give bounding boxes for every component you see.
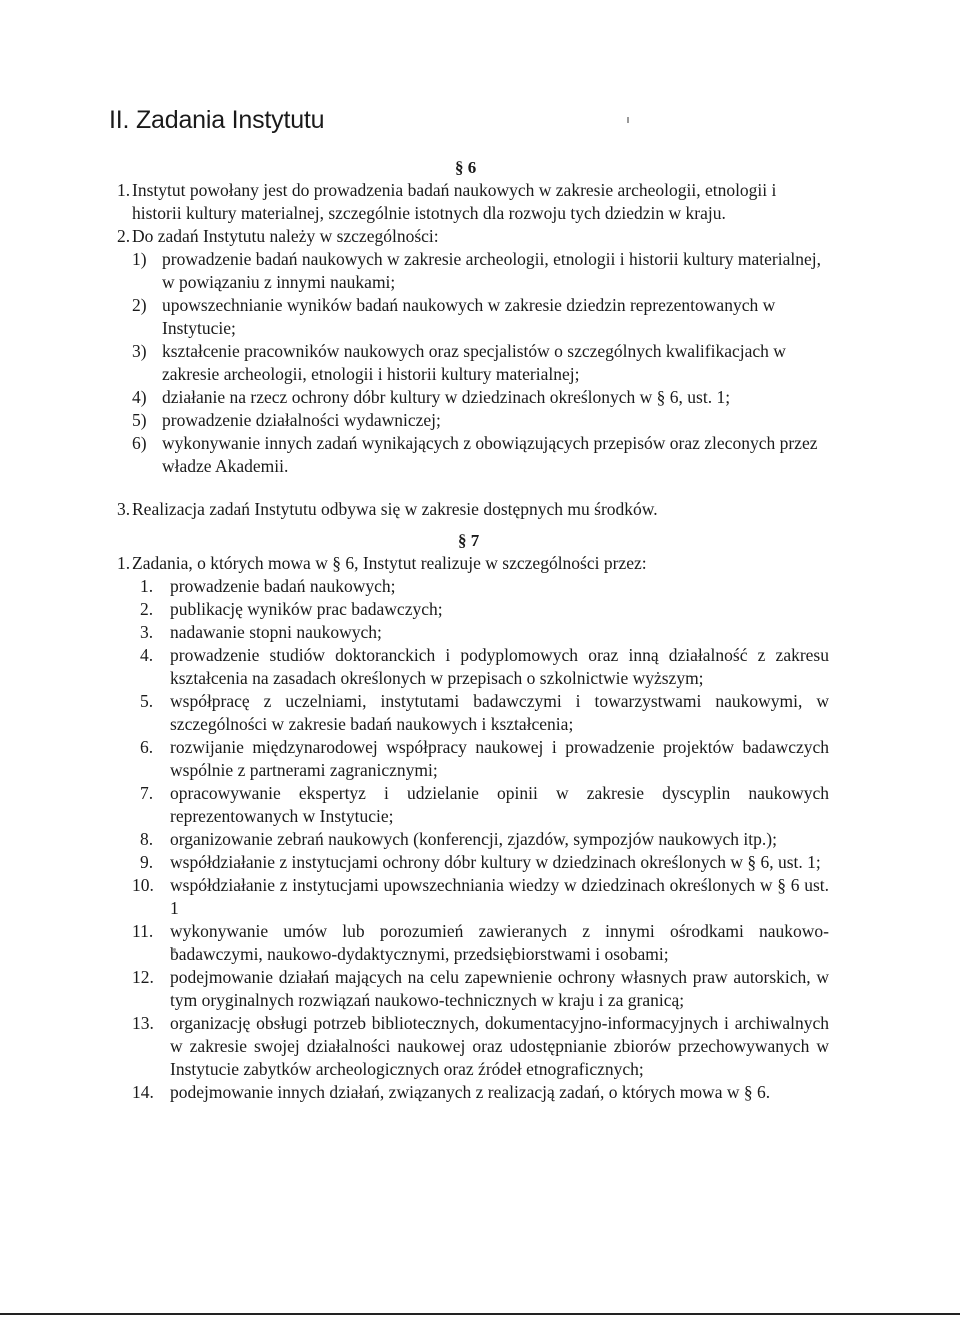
- item-text: prowadzenie działalności wydawniczej;: [162, 410, 441, 430]
- item-text: działanie na rzecz ochrony dóbr kultury w dziedzinach określonych w § 6, ust. 1;: [162, 387, 731, 407]
- item-text: podejmowanie innych działań, związanych z realizacją zadań, o których mowa w § 6.: [170, 1082, 771, 1102]
- item-text: publikację wyników prac badawczych;: [170, 599, 443, 619]
- section-6-task-list: [132, 248, 827, 478]
- list-item: [132, 920, 829, 966]
- item-number: 8.: [140, 829, 154, 849]
- item-text: nadawanie stopni naukowych;: [170, 622, 382, 642]
- item-text: rozwijanie międzynarodowej współpracy naukowej i prowadzenie projektów badawczych wspólnie z partnerami zagranicznymi;: [170, 737, 829, 780]
- item-text: prowadzenie badań naukowych;: [170, 576, 396, 596]
- item-number: 3.: [140, 622, 154, 642]
- section-6-body: [117, 179, 827, 521]
- item-number: 14.: [132, 1082, 154, 1102]
- item-number: 10.: [132, 875, 154, 895]
- list-item: [132, 1081, 829, 1104]
- item-text: kształcenie pracowników naukowych oraz specjalistów o szczególnych kwalifikacjach w zakresie archeologii, etnologii i historii kultury materialnej;: [162, 341, 786, 384]
- item-number: 1): [132, 249, 147, 269]
- list-item: [132, 966, 829, 1012]
- list-item: [140, 598, 829, 621]
- spacer: [117, 478, 827, 498]
- item-text: podejmowanie działań mających na celu zapewnienie ochrony własnych praw autorskich, w tym oryginalnych rozwiązań naukowo-technicznych w kraju i za granicą;: [170, 967, 829, 1010]
- item-number: 5.: [140, 691, 154, 711]
- item-number: 13.: [132, 1013, 154, 1033]
- list-item: [140, 621, 829, 644]
- list-item: [132, 248, 827, 294]
- item-text: wykonywanie umów lub porozumień zawieranych z innymi ośrodkami naukowo-badawczymi, naukowo-dydaktycznymi, przedsiębiorstwami i osobami;: [170, 921, 829, 964]
- list-item: [132, 1012, 829, 1081]
- item-text: organizację obsługi potrzeb bibliotecznych, dokumentacyjno-informacyjnych i archiwalnych w zakresie swojej działalności naukowej oraz udostępnianie zbiorów przechowywanych w Instytucie zabytków archeologicznych oraz źródeł etnograficznych;: [170, 1013, 829, 1079]
- item-number: 4): [132, 387, 147, 407]
- item-number: 12.: [132, 967, 154, 987]
- item-number: 4.: [140, 645, 154, 665]
- item-text: upowszechnianie wyników badań naukowych w zakresie dziedzin reprezentowanych w Instytucie;: [162, 295, 776, 338]
- list-item: [140, 782, 829, 828]
- item-number: 9.: [140, 852, 154, 872]
- paragraph-number: 3.: [117, 499, 131, 519]
- item-number: 5): [132, 410, 147, 430]
- list-item: [132, 294, 827, 340]
- item-text: wykonywanie innych zadań wynikających z obowiązujących przepisów oraz zleconych przez władze Akademii.: [162, 433, 818, 476]
- list-item: [132, 874, 829, 920]
- item-text: współdziałanie z instytucjami upowszechniania wiedzy w dziedzinach określonych w § 6 ust. 1: [170, 875, 829, 918]
- paragraph-text: Realizacja zadań Instytutu odbywa się w zakresie dostępnych mu środków.: [132, 499, 658, 519]
- item-number: 2): [132, 295, 147, 315]
- section-6-paragraph-3: [117, 498, 827, 521]
- section-7-sign: § 7: [458, 531, 480, 550]
- item-text: organizowanie zebrań naukowych (konferencji, zjazdów, sympozjów naukowych itp.);: [170, 829, 777, 849]
- item-text: współdziałanie z instytucjami ochrony dóbr kultury w dziedzinach określonych w § 6, ust. 1;: [170, 852, 821, 872]
- paragraph-number: 2.: [117, 226, 131, 246]
- chapter-heading: II. Zadania Instytutu: [109, 106, 325, 134]
- paragraph-text: Zadania, o których mowa w § 6, Instytut realizuje w szczególności przez:: [132, 553, 647, 573]
- paragraph-text: Instytut powołany jest do prowadzenia badań naukowych w zakresie archeologii, etnologii i historii kultury materialnej, szczególnie istotnych dla rozwoju tych dziedzin w kraju.: [132, 180, 777, 223]
- list-item: [140, 851, 829, 874]
- list-item: [132, 409, 827, 432]
- scan-speck: [627, 117, 629, 123]
- list-item: [140, 690, 829, 736]
- section-7-paragraph-1: [117, 552, 829, 575]
- list-item: [140, 736, 829, 782]
- paragraph-number: 1.: [117, 180, 131, 200]
- scan-edge-line: [0, 1313, 960, 1315]
- item-number: 7.: [140, 783, 154, 803]
- paragraph-number: 1.: [117, 553, 131, 573]
- paragraph-text: Do zadań Instytutu należy w szczególności:: [132, 226, 439, 246]
- list-item: [132, 432, 827, 478]
- section-7-task-list: [132, 575, 829, 1104]
- item-text: prowadzenie badań naukowych w zakresie archeologii, etnologii i historii kultury materialnej, w powiązaniu z innymi naukami;: [162, 249, 821, 292]
- item-number: 11.: [132, 921, 154, 941]
- item-number: 1.: [140, 576, 154, 596]
- item-number: 6.: [140, 737, 154, 757]
- item-number: 6): [132, 433, 147, 453]
- list-item: [140, 575, 829, 598]
- item-text: współpracę z uczelniami, instytutami badawczymi i towarzystwami naukowymi, w szczególności w zakresie badań naukowych i kształcenia;: [170, 691, 829, 734]
- list-item: [132, 340, 827, 386]
- item-text: prowadzenie studiów doktoranckich i podyplomowych oraz inną działalność z zakresu kształcenia na zasadach określonych w przepisach o szkolnictwie wyższym;: [170, 645, 829, 688]
- section-6-paragraph-1: [117, 179, 827, 225]
- item-number: 3): [132, 341, 147, 361]
- list-item: [140, 828, 829, 851]
- section-7-body: [117, 552, 829, 1104]
- list-item: [140, 644, 829, 690]
- list-item: [132, 386, 827, 409]
- section-6-sign: § 6: [455, 158, 477, 177]
- item-text: opracowywanie ekspertyz i udzielanie opinii w zakresie dyscyplin naukowych reprezentowanych w Instytucie;: [170, 783, 829, 826]
- section-6-paragraph-2: [117, 225, 827, 248]
- item-number: 2.: [140, 599, 154, 619]
